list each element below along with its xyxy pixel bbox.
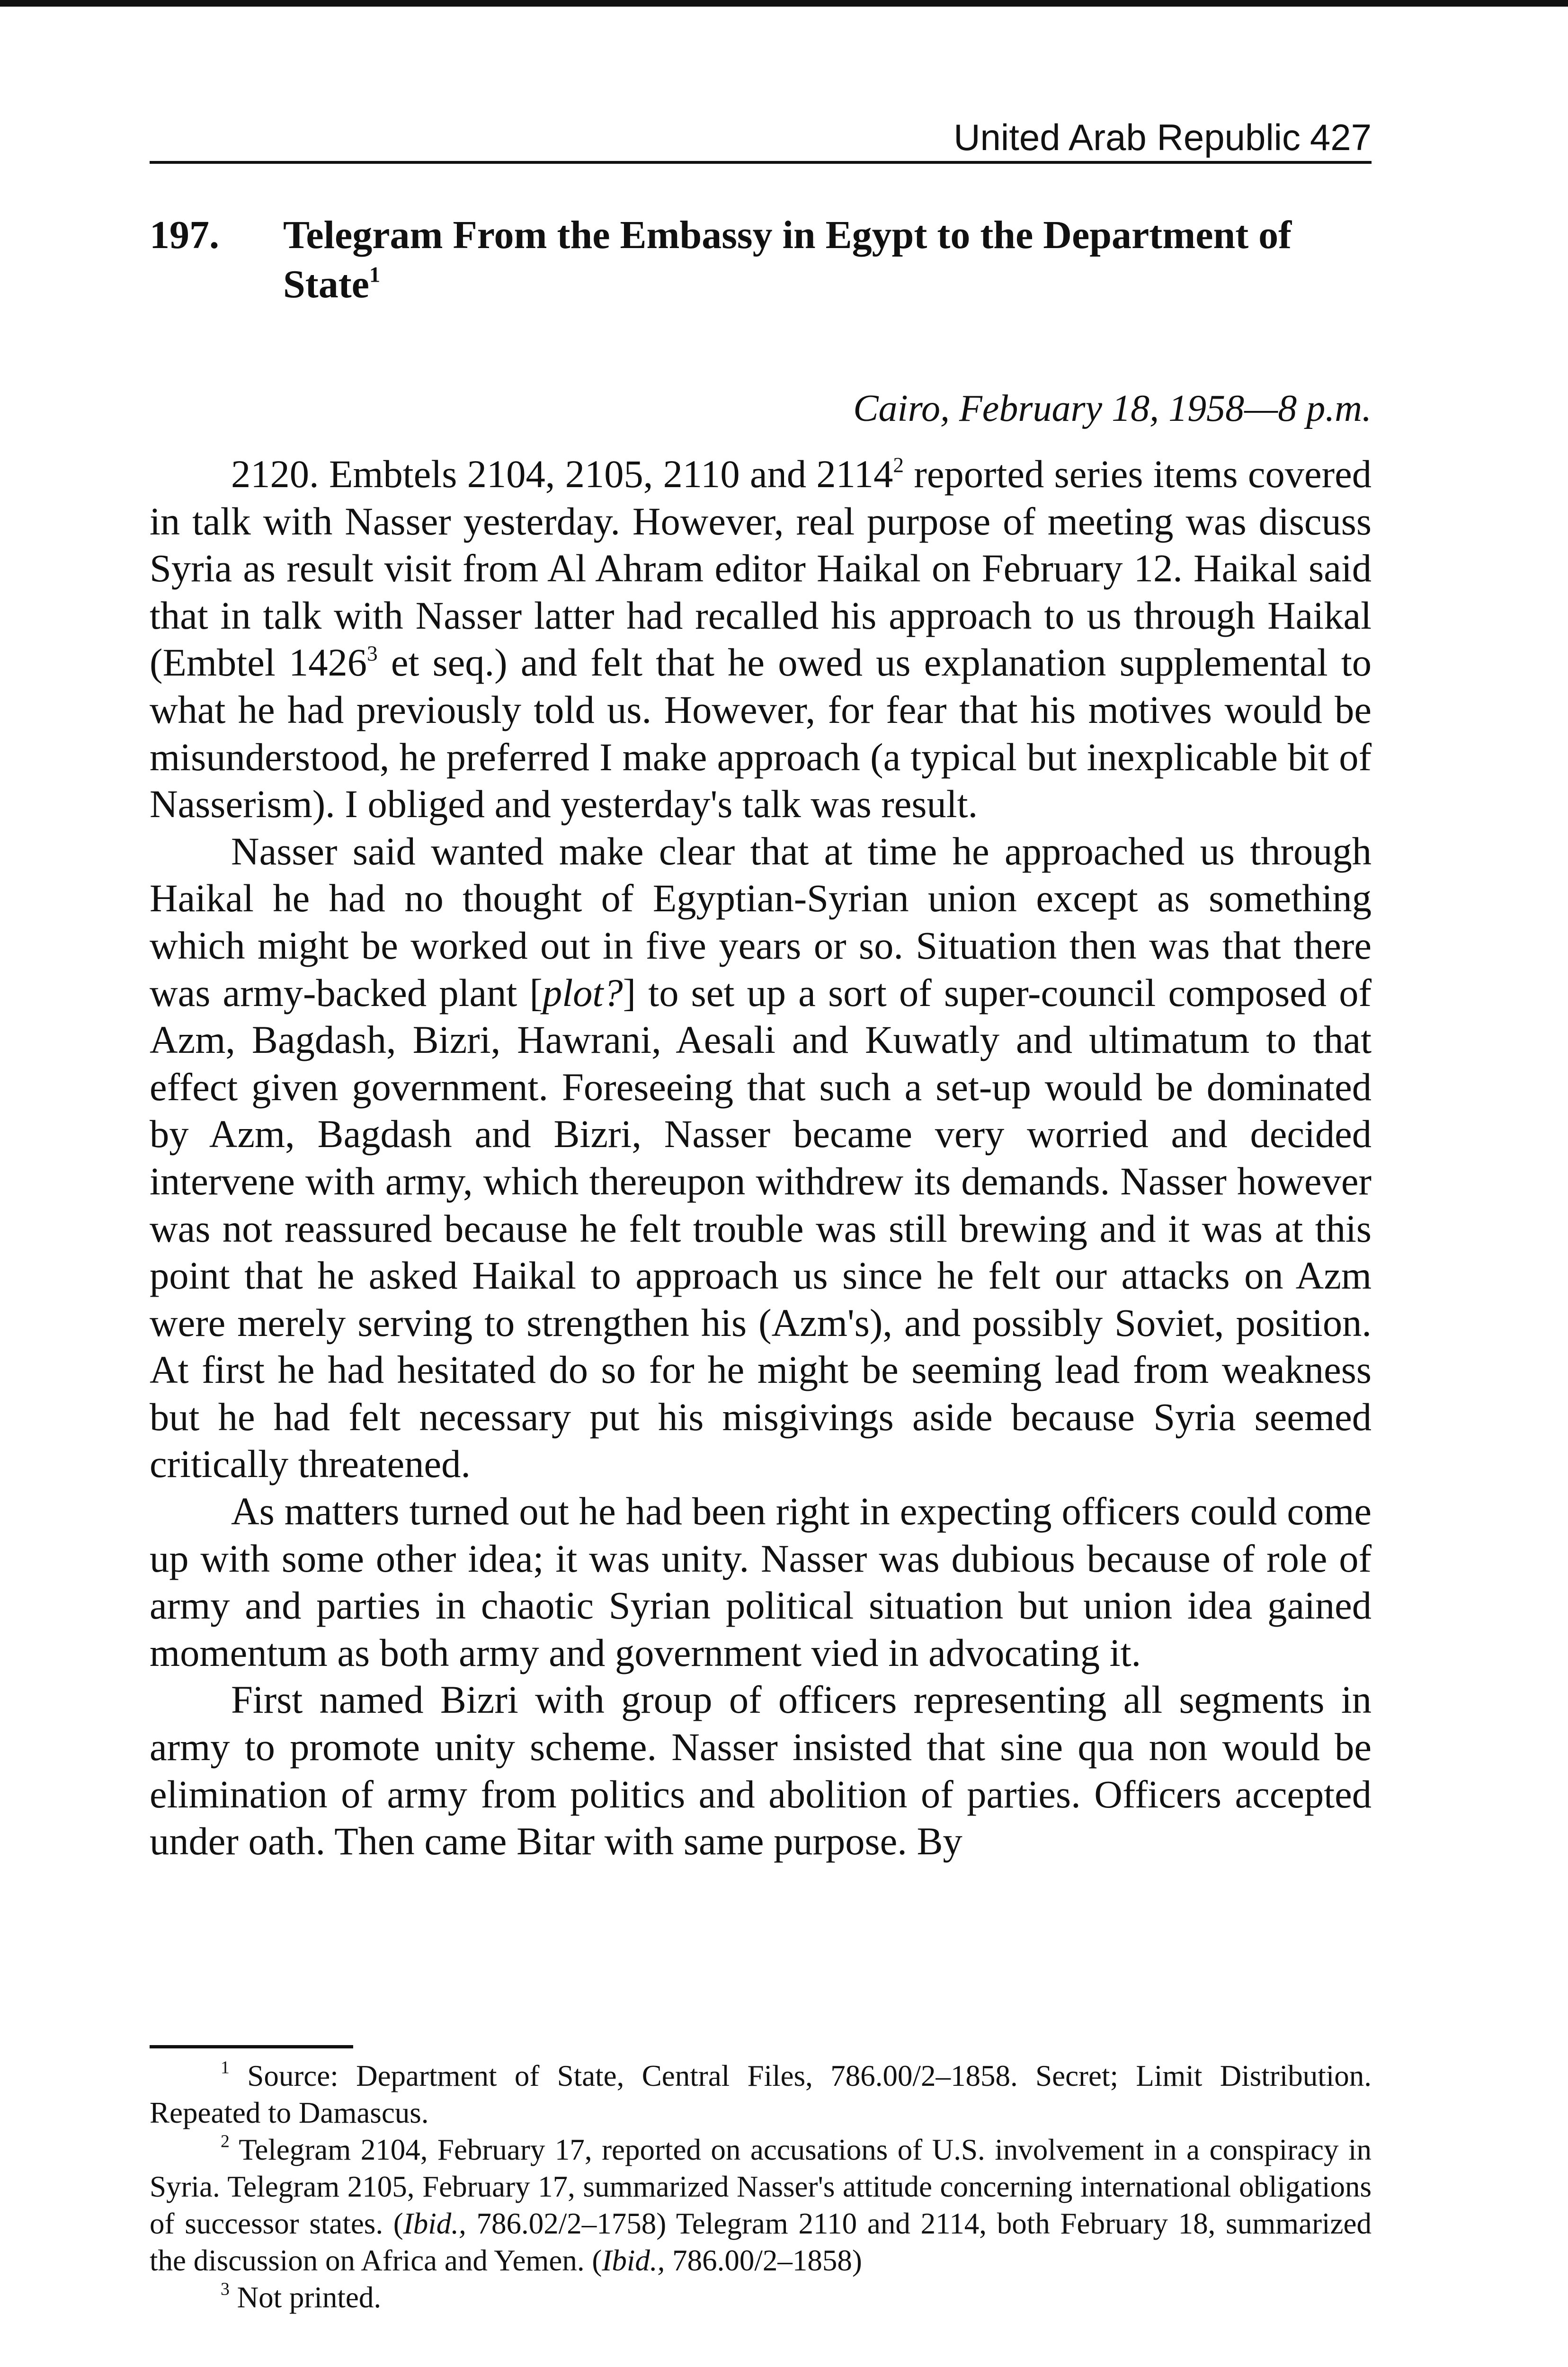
footnotes [150,2057,1372,2316]
footnote-2-part-a: Telegram 2104, February 17, reported on accusations of U.S. involvement in a conspiracy in Syria. Telegram 2105, February 17, summarized Nasser's attitude concerning international obligations of successor states. ( [150,2133,1372,2240]
dateline: Cairo, February 18, 1958—8 p.m. [853,388,1372,429]
footnote-1-text: Source: Department of State, Central Files, 786.00/2–1858. Secret; Limit Distribution. Repeated to Damascus. [150,2059,1372,2129]
footnote-separator [150,2045,353,2048]
paragraph-1-part-c: et seq.) and felt that he owed us explanation supplemental to what he had previously told us. However, for fear that his motives would be misunderstood, he preferred I make approach (a typical but inexplicable bit of Nasserism). I obliged and yesterday's talk was result. [150,641,1372,826]
paragraph-2 [150,828,1372,1488]
running-head [150,105,1372,164]
footnote-2-ibid-1: Ibid., [403,2207,466,2240]
document-title [283,211,1371,309]
paragraph-2-part-a: Nasser said wanted make clear that at time he approached us through Haikal he had no thought of Egyptian-Syrian union except as something which might be worked out in five years or so. Situation then was that there was army-backed plant [ [150,829,1372,1014]
paragraph-1-part-a: 2120. Embtels 2104, 2105, 2110 and 2114 [231,452,893,496]
footnote-1-mark: 1 [221,2057,230,2078]
editorial-insertion: plot? [542,970,623,1014]
footnote-2-part-c: 786.00/2–1858) [665,2244,862,2277]
top-edge-rule [0,0,1568,7]
paragraph-1-part-b: reported series items covered in talk with Nasser yesterday. However, real purpose of meeting was discuss Syria as result visit from Al Ahram editor Haikal on February 12. Haikal said that in talk with Nasser latter had recalled his approach to us through Haikal (Embtel 1426 [150,452,1372,685]
footnote-ref-1: 1 [369,262,381,287]
paragraph-2-part-b: ] to set up a sort of super-council composed of Azm, Bagdash, Bizri, Hawrani, Aesali and Kuwatly and ultimatum to that effect given government. Foreseeing that such a set-up would be dominated by Azm, Bagdash and Bizri, Nasser became very worried and decided intervene with army, which thereupon withdrew its demands. Nasser however was not reassured because he felt trouble was still brewing and it was at this point that he asked Haikal to approach us since he felt our attacks on Azm were merely serving to strengthen his (Azm's), and possibly Soviet, position. At first he had hesitated do so for he might be seeming lead from weakness but he had felt necessary put his misgivings aside because Syria seemed critically threatened. [150,970,1372,1486]
footnote-3-text: Not printed. [229,2281,382,2314]
paragraph-4: First named Bizri with group of officers representing all segments in army to promote unity scheme. Nasser insisted that sine qua non would be elimination of army from politics and abolition of parties. Officers accepted under oath. Then came Bitar with same purpose. By [150,1678,1372,1863]
page-number: 427 [1310,116,1372,158]
footnote-3 [150,2279,1372,2316]
footnote-2-part-b: 786.02/2–1758) Telegram 2110 and 2114, both February 18, summarized the discussion on Africa and Yemen. ( [150,2207,1372,2277]
footnote-ref-2: 2 [893,453,904,477]
footnote-2 [150,2131,1372,2279]
document-title-text: Telegram From the Embassy in Egypt to the Department of State [283,213,1292,306]
running-head-title: United Arab Republic [953,116,1301,158]
footnote-1 [150,2057,1372,2131]
document-number: 197. [150,213,219,257]
paragraph-1 [150,451,1372,828]
document-body [150,451,1372,1865]
footnote-2-mark: 2 [221,2131,230,2152]
footnote-3-mark: 3 [221,2279,230,2299]
footnote-ref-3: 3 [366,641,378,666]
document-heading [150,211,1371,309]
paragraph-3: As matters turned out he had been right in expecting officers could come up with some other idea; it was unity. Nasser was dubious because of role of army and parties in chaotic Syrian political situation but union idea gained momentum as both army and government vied in advocating it. [150,1489,1372,1674]
footnote-2-ibid-2: Ibid., [602,2244,665,2277]
